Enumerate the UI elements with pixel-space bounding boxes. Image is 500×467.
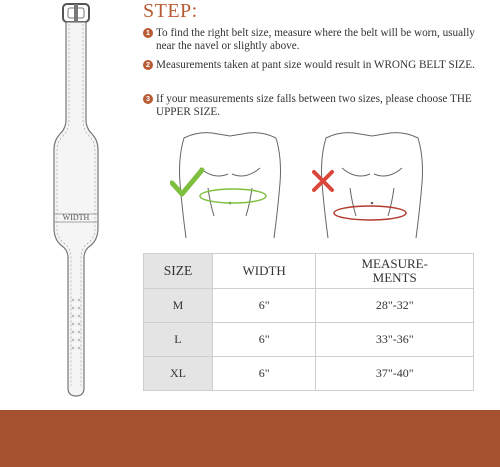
correct-measure-line	[200, 189, 266, 203]
step-text: If your measurements size falls between two sizes, please choose THE UPPER SIZE.	[156, 93, 472, 118]
step-number-badge: 3	[143, 94, 153, 104]
torso-correct	[180, 133, 281, 238]
table-cell-width: 6"	[212, 289, 316, 323]
size-table	[143, 253, 474, 391]
belt-illustration	[36, 0, 116, 400]
belt-width-label: WIDTH	[62, 213, 90, 222]
step-number-badge: 1	[143, 28, 153, 38]
table-cell-size: XL	[144, 357, 213, 391]
step-item-2	[143, 59, 488, 72]
table-cell-width: 6"	[212, 323, 316, 357]
table-header-size: SIZE	[144, 254, 213, 289]
torso-wrong	[322, 133, 423, 238]
table-header-row	[144, 254, 474, 289]
table-cell-measurements: 28"-32"	[316, 289, 474, 323]
table-cell-width: 6"	[212, 357, 316, 391]
step-text: To find the right belt size, measure where the belt will be worn, usually near the navel or slightly above.	[156, 27, 475, 52]
table-row	[144, 289, 474, 323]
step-text: Measurements taken at pant size would result in WRONG BELT SIZE.	[156, 59, 475, 71]
table-cell-size: L	[144, 323, 213, 357]
cross-mark-icon	[314, 172, 332, 190]
steps-title: STEP:	[143, 0, 198, 22]
step-item-3	[143, 93, 488, 119]
wrong-measure-line	[334, 206, 406, 220]
belt-strap	[54, 22, 98, 396]
table-cell-size: M	[144, 289, 213, 323]
table-header-measurements: MEASURE- MENTS	[316, 254, 474, 289]
step-number-badge: 2	[143, 60, 153, 70]
table-row	[144, 323, 474, 357]
table-cell-measurements: 33"-36"	[316, 323, 474, 357]
check-mark-icon	[172, 170, 202, 194]
table-cell-measurements: 37"-40"	[316, 357, 474, 391]
footer-band	[0, 410, 500, 467]
torso-illustrations	[170, 128, 470, 240]
step-item-1	[143, 27, 488, 53]
table-row	[144, 357, 474, 391]
belt-buckle-icon	[63, 4, 89, 22]
table-header-width: WIDTH	[212, 254, 316, 289]
